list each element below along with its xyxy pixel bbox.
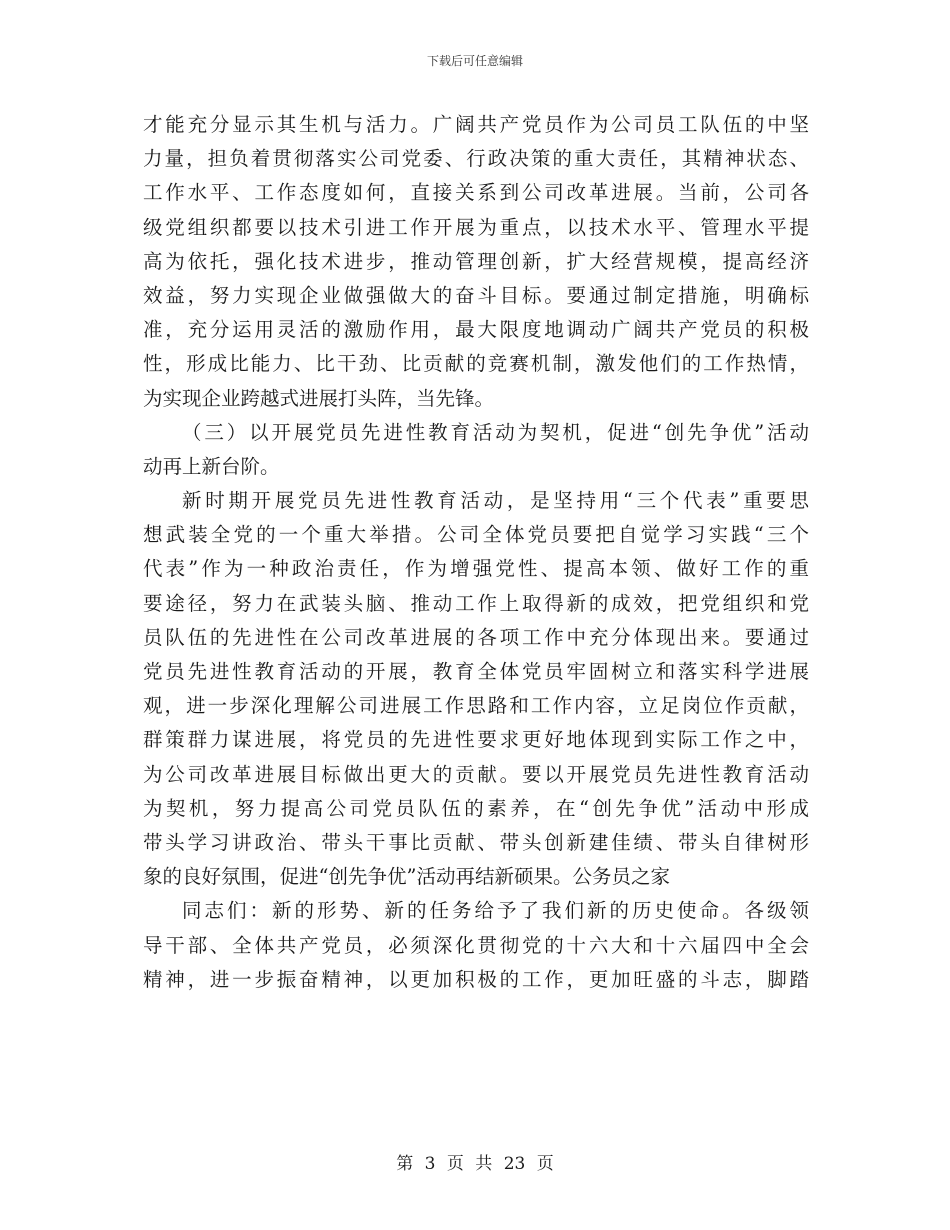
text-line: 观，进一步深化理解公司进展工作思路和工作内容，立足岗位作贡献， xyxy=(143,694,809,718)
text-line: 为实现企业跨越式进展打头阵，当先锋。 xyxy=(143,386,495,410)
text-line: 准，充分运用灵活的激励作用，最大限度地调动广阔共产党员的积极 xyxy=(143,318,809,342)
document-body xyxy=(143,108,809,997)
text-line: 力量，担负着贯彻落实公司党委、行政决策的重大责任，其精神状态、 xyxy=(143,147,809,171)
text-line: 为公司改革进展目标做出更大的贡献。要以开展党员先进性教育活动 xyxy=(143,762,809,786)
text-line: 象的良好氛围，促进“创先争优”活动再结新硕果。公务员之家 xyxy=(143,865,670,889)
text-line: 群策群力谋进展，将党员的先进性要求更好地体现到实际工作之中， xyxy=(143,728,809,752)
page-number-footer: 第 3 页 共 23 页 xyxy=(396,1154,554,1174)
page-header: 下载后可任意编辑 xyxy=(426,54,523,68)
section-heading-line: 动再上新台阶。 xyxy=(143,454,280,478)
text-line: 精神，进一步振奋精神，以更加积极的工作，更加旺盛的斗志，脚踏 xyxy=(143,967,809,991)
text-line: 带头学习讲政治、带头干事比贡献、带头创新建佳绩、带头自律树形 xyxy=(143,830,809,854)
text-line: 导干部、全体共产党员，必须深化贯彻党的十六大和十六届四中全会 xyxy=(143,933,809,957)
text-line: 想武装全党的一个重大举措。公司全体党员要把自觉学习实践“三个 xyxy=(143,523,809,547)
text-line: 性，形成比能力、比干劲、比贡献的竞赛机制，激发他们的工作热情， xyxy=(143,352,809,376)
text-line: 同志们：新的形势、新的任务给予了我们新的历史使命。各级领 xyxy=(182,899,809,923)
text-line: 级党组织都要以技术引进工作开展为重点，以技术水平、管理水平提 xyxy=(143,215,809,239)
text-line: 代表”作为一种政治责任，作为增强党性、提高本领、做好工作的重 xyxy=(143,557,809,581)
text-line: 效益，努力实现企业做强做大的奋斗目标。要通过制定措施，明确标 xyxy=(143,283,809,307)
text-line: 员队伍的先进性在公司改革进展的各项工作中充分体现出来。要通过 xyxy=(143,625,809,649)
text-line: 为契机，努力提高公司党员队伍的素养，在“创先争优”活动中形成 xyxy=(143,796,809,820)
text-line: 高为依托，强化技术进步，推动管理创新，扩大经营规模，提高经济 xyxy=(143,249,809,273)
text-line: 党员先进性教育活动的开展，教育全体党员牢固树立和落实科学进展 xyxy=(143,660,809,683)
text-line: 工作水平、工作态度如何，直接关系到公司改革进展。当前，公司各 xyxy=(143,181,809,205)
text-line: 新时期开展党员先进性教育活动，是坚持用“三个代表”重要思 xyxy=(182,489,809,513)
text-line: 才能充分显示其生机与活力。广阔共产党员作为公司员工队伍的中坚 xyxy=(143,113,809,136)
text-line: 要途径，努力在武装头脑、推动工作上取得新的成效，把党组织和党 xyxy=(143,591,809,615)
section-heading-line: （三）以开展党员先进性教育活动为契机，促进“创先争优”活动 xyxy=(182,420,809,444)
